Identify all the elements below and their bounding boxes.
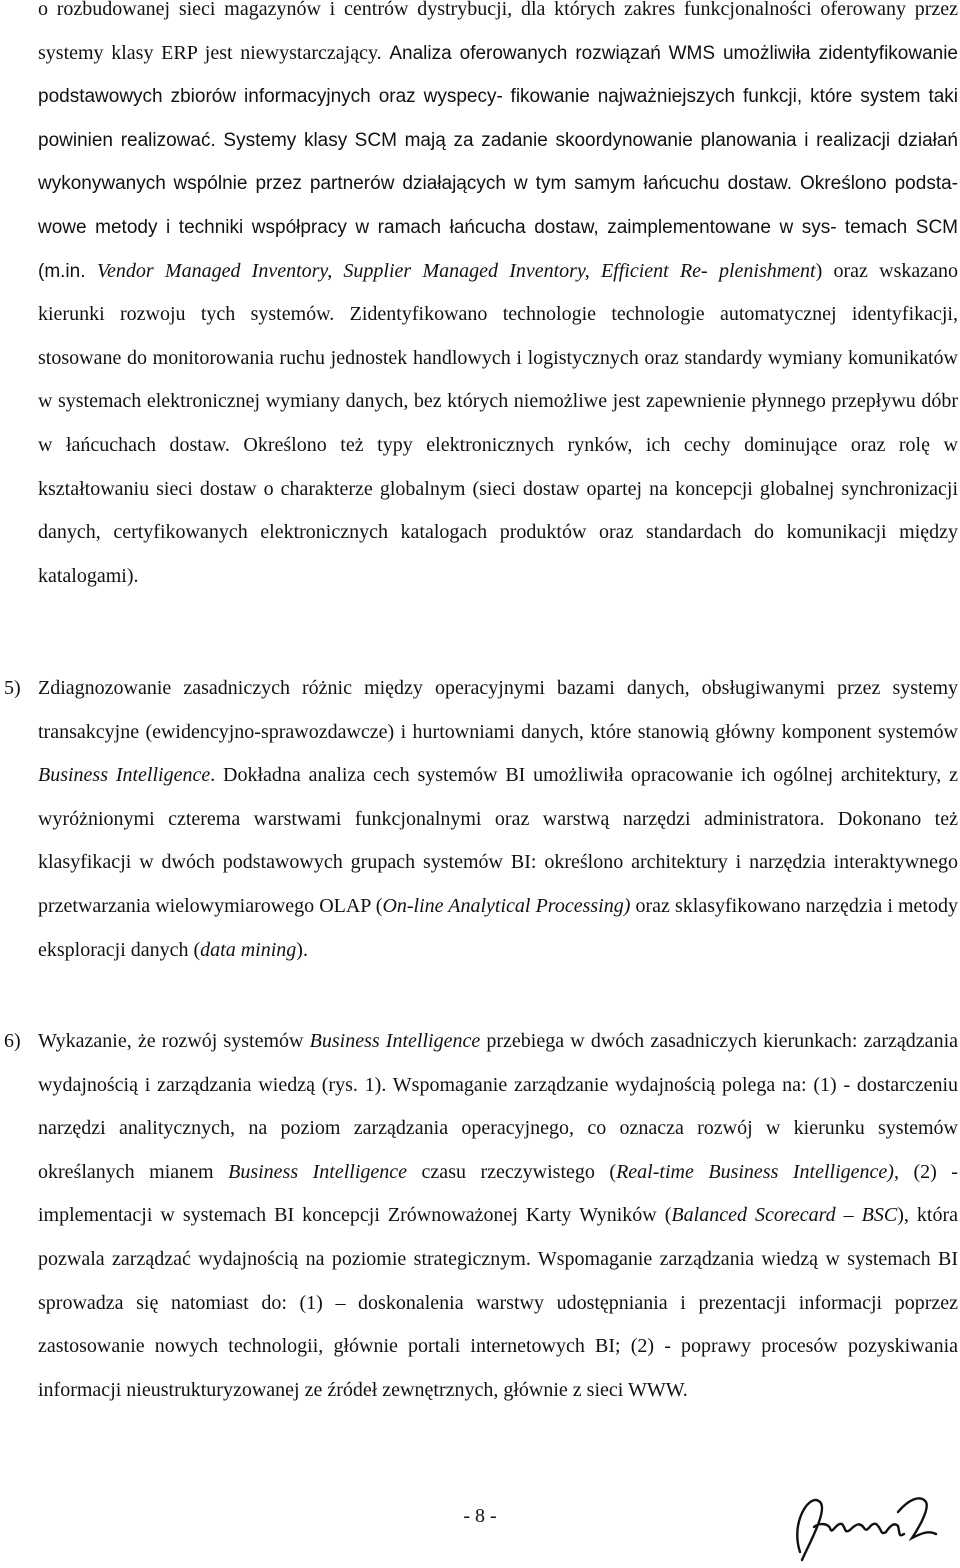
text: ), która pozwala zarządzać wydajnością na poziomie strategicznym. Wspomaganie zarządzania wiedzą w systemach BI sprowadza się natomiast do: (1) – doskonalenia warstwy udostępniania i prezentacji informacji poprzez zastosowanie nowych technologii, głównie portali internetowych BI; (2) - poprawy procesów pozyskiwania informacji nieustrukturyzowanej ze źródeł zewnętrznych, głównie z sieci WWW. [38,1204,958,1401]
text: oraz sklasyfikowano narzędzia i metody eksploracji danych ( [38,894,958,961]
text: technologie automatycznej identyfikacji, stosowane do monitorowania ruchu jednostek handlowych i logistycznych oraz standardy wymiany komunikatów w systemach elektronicznej wymiany danych, bez których niemożliwe jest zapewnienie płynnego przepływu dóbr w łańcuchach dostaw. Określono też typy elektronicznych rynków, ich cechy dominujące oraz rolę w kształtowaniu sieci dostaw o charakterze globalnym (sieci dostaw opartej na koncepcji globalnej synchronizacji danych, certyfikowanych elektronicznych katalogach produktów oraz standardach do komunikacji między katalogami). [38,303,958,587]
list-item-5 [4,667,958,972]
italic-text: Balanced Scorecard – BSC [671,1204,898,1227]
text: . Dokładna analiza cech systemów BI umożliwiła opracowanie ich ogólnej architektury, z wyróżnionymi czterema warstwami funkcjonalnymi oraz warstwą narzędzi administratora. Dokonano też klasyfikacji w dwóch podstawowych grupach systemów BI: określono architektury i narzędzia interaktywnego przetwarzania wielowymiarowego OLAP ( [38,764,958,917]
page-number: - 8 - [463,1505,497,1527]
text: o rozbudowanej sieci magazynów i centrów dystrybucji, dla których zakres funkcjonalności [38,0,812,20]
text: Zidentyfikowano technologie [349,303,597,326]
text: temach SCM (m.in. [38,216,959,282]
italic-text: plenishment [718,259,816,282]
text: WMS umożliwiła zidentyfikowanie podstawowych zbiorów informacyjnych oraz wyspecy- [38,42,958,108]
list-item-6 [4,1020,958,1412]
text: Systemy klasy [223,129,348,151]
text: przebiega w dwóch zasadniczych kierunkach: zarządzania wydajnością i zarządzania wiedzą (rys. 1). Wspomaganie zarządzanie wydajnością polega na: (1) - dostarczeniu narzędzi analitycznych, na poziom zarządzania operacyjnego, co oznacza rozwój w kierunku systemów określanych mianem [38,1030,958,1183]
text: Wykazanie, że rozwój systemów [38,1030,310,1052]
text: , (2) - implementacji w systemach BI koncepcji Zrównoważonej Karty Wyników ( [38,1160,958,1227]
text: SCM mają za zadanie skoordynowanie planowania i realizacji działań wykonywanych [38,129,959,195]
text: Określono podsta- [800,173,958,195]
text: Zdiagnozowanie zasadniczych różnic między operacyjnymi bazami danych, obsługiwanymi przez systemy transakcyjne (ewidencyjno-sprawozdawcze) i hurtowniami danych, które stanowią główny komponent systemów [38,677,958,743]
text: oferowany przez systemy klasy ERP jest niewystarczający. [38,0,959,64]
list-number: 6) [4,1030,21,1052]
italic-text: data mining [200,938,297,961]
continuation-paragraph [38,0,958,598]
text: czasu rzeczywistego ( [407,1160,617,1183]
italic-text: On-line Analytical Processing) [382,894,631,917]
text: Analiza oferowanych rozwiązań [389,42,661,64]
italic-text: Business Intelligence [38,764,211,787]
text: ). [296,938,308,961]
signature-icon [780,1482,950,1568]
text: fikowanie najważniejszych funkcji, które system taki powinien realizować. [38,86,959,151]
italic-text: Business Intelligence [228,1160,408,1183]
text: wowe metody i techniki współpracy w ramach łańcucha dostaw, zaimplementowane w sys- [38,216,837,238]
list-number: 5) [4,677,21,699]
italic-text: Business Intelligence [309,1030,481,1052]
italic-text: Vendor Managed Inventory, Supplier Managed Inventory, Efficient Re- [97,259,708,282]
text: ) oraz wskazano kierunki rozwoju tych systemów. [38,259,959,326]
text: wspólnie przez partnerów działających w tym samym łańcuchu dostaw. [173,173,801,195]
italic-text: Real-time Business Intelligence) [616,1160,894,1183]
